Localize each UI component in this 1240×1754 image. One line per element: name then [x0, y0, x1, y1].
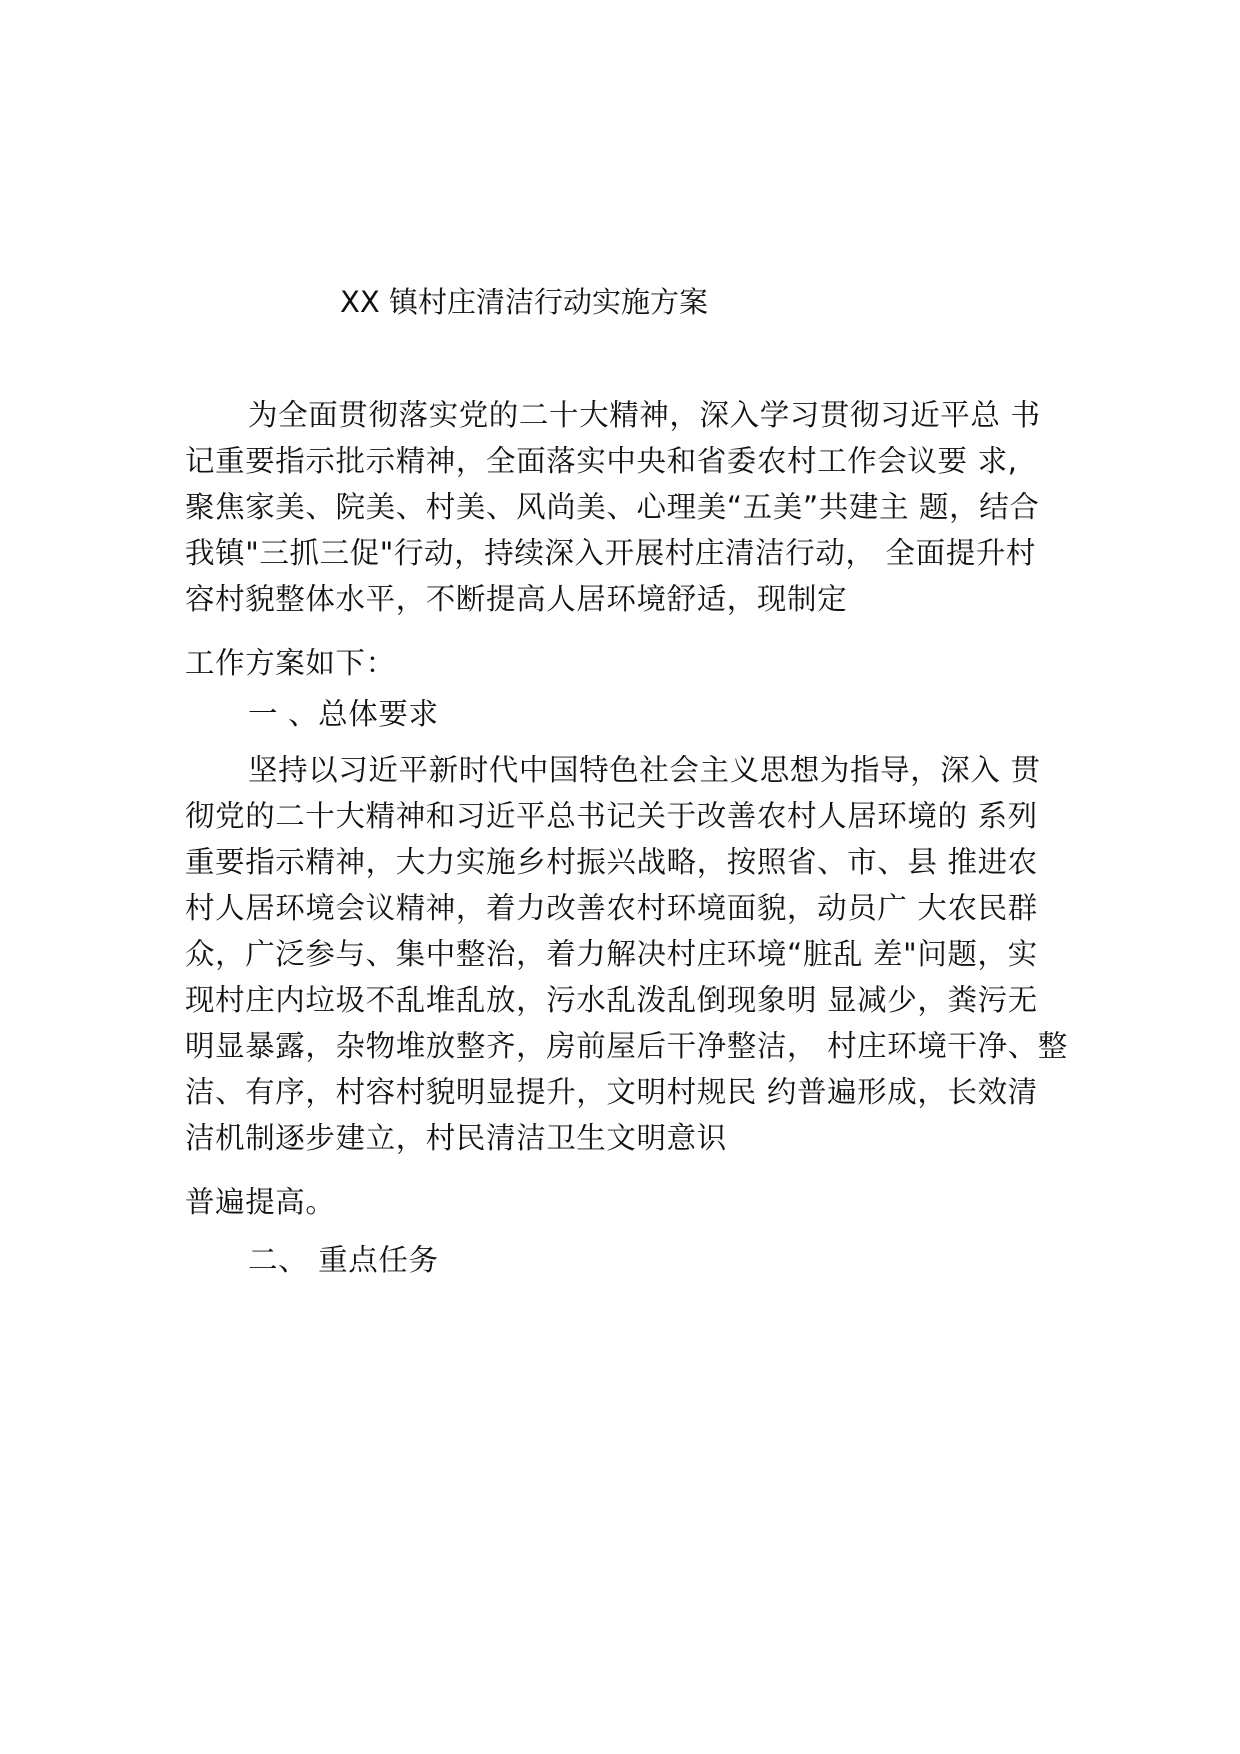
- section-1-line-3: 重要指示精神，大力实施乡村振兴战略，按照省、市、县 推进农: [185, 845, 1038, 879]
- section-1-tail: 普遍提高。: [185, 1185, 336, 1219]
- section-1-line-1: 坚持以习近平新时代中国特色社会主义思想为指导，深入 贯: [248, 753, 1041, 787]
- intro-line-1: 为全面贯彻落实党的二十大精神，深入学习贯彻习近平总 书: [248, 398, 1041, 432]
- section-1-line-9: 洁机制逐步建立，村民清洁卫生文明意识: [185, 1121, 727, 1155]
- section-1-line-5: 众，广泛参与、集中整治，着力解决村庄环境“脏乱 差"问题，实: [185, 937, 1038, 971]
- intro-line-4: 我镇"三抓三促"行动，持续深入开展村庄清洁行动， 全面提升村: [185, 536, 1037, 570]
- section-1-line-6: 现村庄内垃圾不乱堆乱放，污水乱泼乱倒现象明 显减少，粪污无: [185, 983, 1038, 1017]
- intro-line-5: 容村貌整体水平，不断提高人居环境舒适，现制定: [185, 582, 848, 616]
- section-1-line-7: 明显暴露，杂物堆放整齐，房前屋后干净整洁， 村庄环境干净、整: [185, 1029, 1068, 1063]
- section-2-heading: 二、 重点任务: [248, 1243, 439, 1277]
- document-title: XX 镇村庄清洁行动实施方案: [340, 285, 708, 319]
- section-1-line-8: 洁、有序，村容村貌明显提升，文明村规民 约普遍形成，长效清: [185, 1075, 1038, 1109]
- section-1-heading: 一 、总体要求: [248, 697, 439, 731]
- intro-line-3: 聚焦家美、院美、村美、风尚美、心理美“五美”共建主 题，结合: [185, 490, 1040, 524]
- section-1-line-4: 村人居环境会议精神，着力改善农村环境面貌，动员广 大农民群: [185, 891, 1038, 925]
- intro-tail: 工作方案如下：: [185, 646, 396, 680]
- intro-line-2: 记重要指示批示精神，全面落实中央和省委农村工作会议要 求,: [185, 444, 1018, 478]
- section-1-line-2: 彻党的二十大精神和习近平总书记关于改善农村人居环境的 系列: [185, 799, 1038, 833]
